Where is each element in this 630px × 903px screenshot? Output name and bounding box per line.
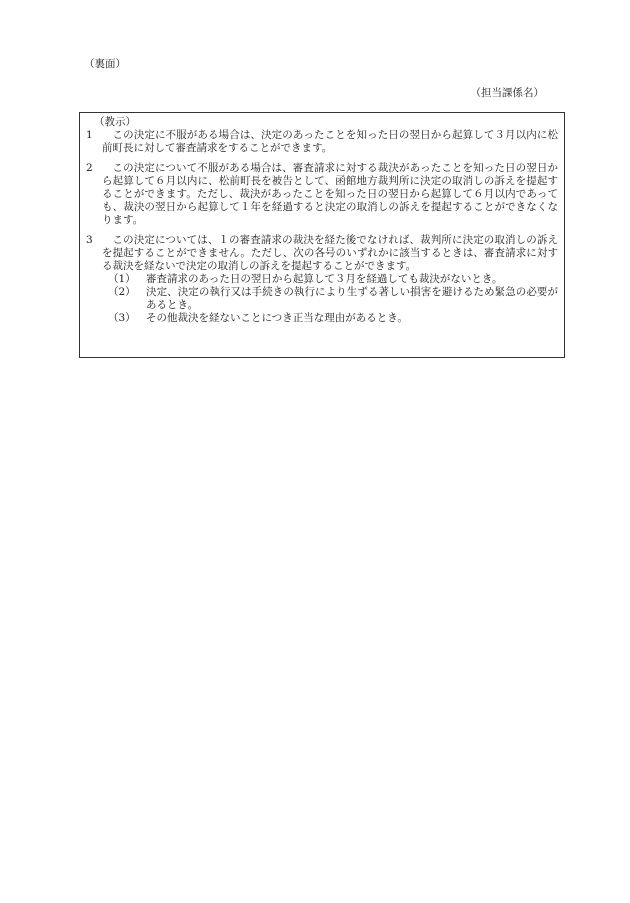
notice-item-2 [86, 162, 558, 227]
item-text: この決定について不服がある場合は、審査請求に対する裁決があったことを知った日の翌日から起算して６月以内に、松前町長を被告として、函館地方裁判所に決定の取消しの訴えを提起することができます。ただし、裁決があったことを知った日の翌日から起算して６月以内であっても、裁決の翌日から起算して１年を経過すると決定の取消しの訴えを提起することができなくなります。 [102, 162, 558, 226]
notice-item-3 [86, 234, 558, 325]
sub-item-text: 決定、決定の執行又は手続きの執行により生ずる著しい損害を避けるため緊急の必要があるとき。 [146, 286, 558, 311]
notice-heading: （教示） [94, 116, 136, 128]
sub-item-text: 審査請求のあった日の翌日から起算して３月を経過しても裁決がないとき。 [146, 273, 503, 285]
sub-item-3 [86, 312, 558, 325]
sub-item-number: （2） [108, 286, 136, 298]
item-number: 1 [86, 129, 93, 141]
item-text: この決定については、１の審査請求の裁決を経た後でなければ、裁判所に決定の取消しの訴えを提起することができません。ただし、次の各号のいずれかに該当するときは、審査請求に対する裁決を経ないで決定の取消しの訴えを提起することができます。 [102, 234, 558, 272]
item-text: この決定に不服がある場合は、決定のあったことを知った日の翌日から起算して３月以内に松前町長に対して審査請求をすることができます。 [102, 129, 558, 154]
sub-item-1 [86, 273, 558, 286]
sub-item-number: （3） [108, 312, 136, 324]
sub-item-text: その他裁決を経ないことにつき正当な理由があるとき。 [146, 312, 408, 324]
notice-item-1 [86, 129, 558, 155]
sub-item-number: （1） [108, 273, 136, 285]
item-number: 3 [86, 234, 93, 246]
page-side-label: （裏面） [84, 58, 126, 70]
appeal-notice-box [79, 112, 565, 358]
sub-item-2 [86, 286, 558, 312]
department-label: （担当課係名） [470, 87, 544, 99]
item-number: 2 [86, 162, 93, 174]
